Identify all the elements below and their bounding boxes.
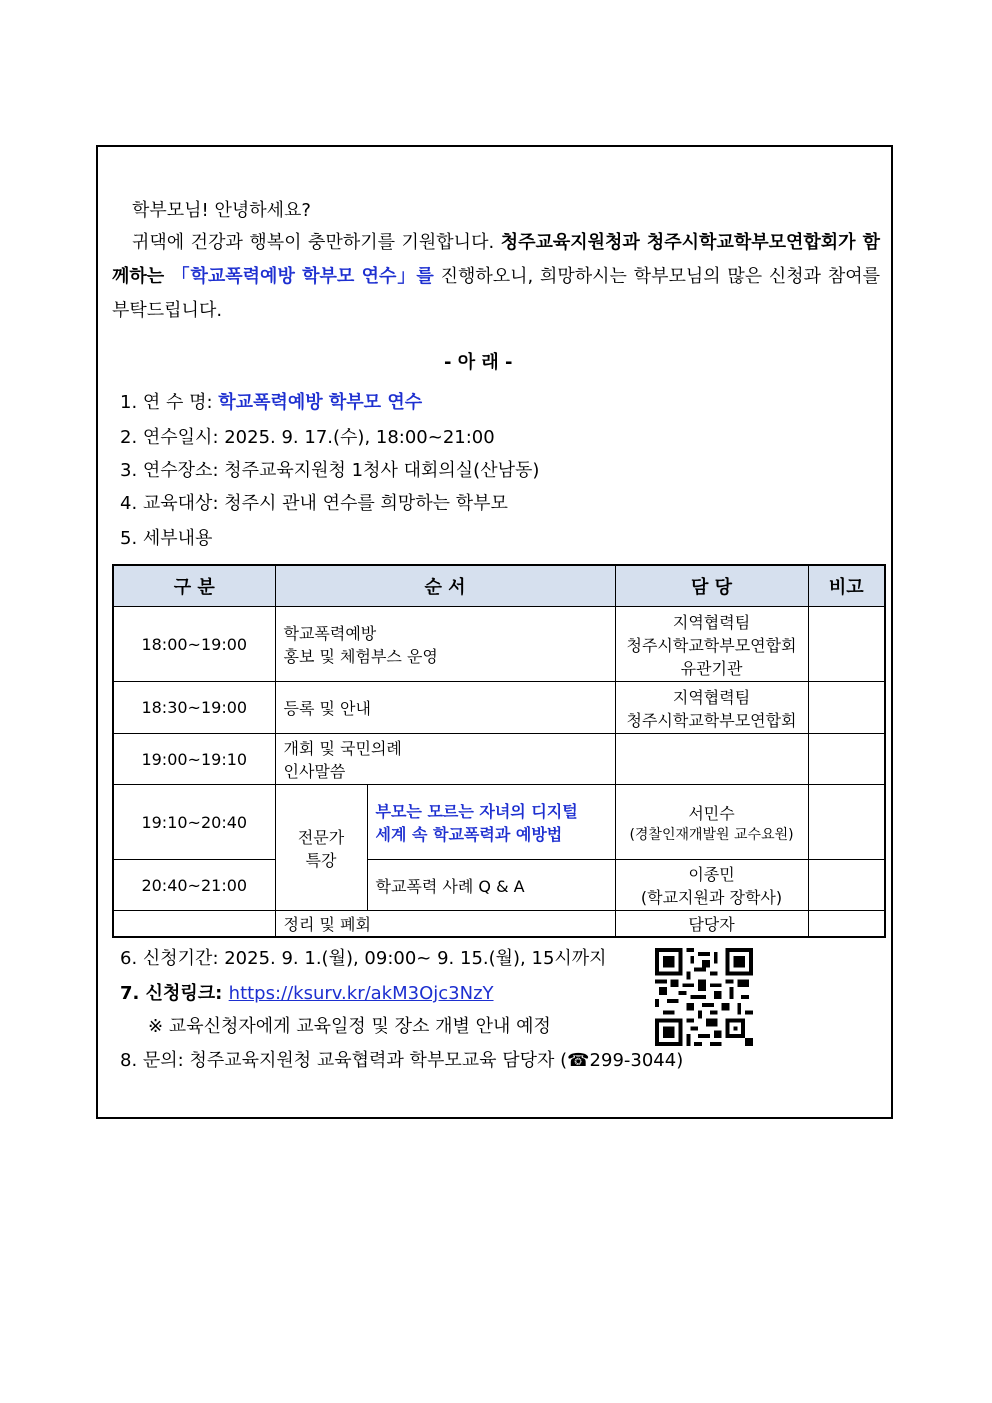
time-cell: 18:30~19:00 xyxy=(113,682,275,734)
header-responsible: 담 당 xyxy=(615,565,808,607)
intro-title: 「학교폭력예방 학부모 연수」를 xyxy=(171,266,434,287)
remarks-cell xyxy=(808,785,885,860)
item-4: 4. 교육대상: 청주시 관내 연수를 희망하는 학부모 xyxy=(120,493,508,514)
program-line: 세계 속 학교폭력과 예방법 xyxy=(375,825,563,844)
phone-icon: ☎ xyxy=(567,1050,590,1071)
item-1-label: 1. 연 수 명: xyxy=(120,392,219,413)
program-line: 정리 및 폐회 xyxy=(283,914,371,934)
item-1 xyxy=(120,394,422,412)
program-line: 학교폭력 사례 Q & A xyxy=(375,876,525,896)
time-cell: 19:10~20:40 xyxy=(113,785,275,860)
program-cell xyxy=(367,860,615,911)
table-header-row xyxy=(113,565,885,607)
header-program: 순 서 xyxy=(275,565,615,607)
item-2: 2. 연수일시: 2025. 9. 17.(수), 18:00~21:00 xyxy=(120,427,495,448)
responsible-cell xyxy=(615,734,808,785)
remarks-cell xyxy=(808,860,885,911)
item-1-value: 학교폭력예방 학부모 연수 xyxy=(218,392,423,413)
item-8 xyxy=(120,1052,683,1070)
intro-bold: 청주교육지원청과 청주시학교학부모연합회가 함께하는 xyxy=(112,232,881,287)
header-category: 구 분 xyxy=(113,565,275,607)
time-cell: 18:00~19:00 xyxy=(113,607,275,682)
remarks-cell xyxy=(808,734,885,785)
program-cell xyxy=(275,734,615,785)
registration-link[interactable]: https://ksurv.kr/akM3Ojc3NzY xyxy=(228,983,494,1004)
program-line: 인사말씀 xyxy=(283,762,346,781)
item-7-label: 7. 신청링크: xyxy=(120,983,229,1004)
responsible-line: 지역협력팀 xyxy=(672,687,751,707)
greeting: 학부모님! 안녕하세요? xyxy=(132,200,311,221)
intro-normal: 귀댁에 건강과 행복이 충만하기를 기원합니다. xyxy=(132,232,501,253)
notice-heading: - 아 래 - xyxy=(444,352,513,373)
category-line: 특강 xyxy=(305,850,337,870)
header-remarks: 비고 xyxy=(808,565,885,607)
program-line: 부모는 모르는 자녀의 디지털 xyxy=(375,802,578,821)
table-row xyxy=(113,682,885,734)
item-8-prefix: 8. 문의: 청주교육지원청 교육협력과 학부모교육 담당자 ( xyxy=(120,1050,568,1071)
table-row xyxy=(113,785,885,860)
program-line: 개회 및 국민의례 xyxy=(283,739,402,758)
responsible-line: (경찰인재개발원 교수요원) xyxy=(629,826,794,843)
responsible-line: 담당자 xyxy=(688,914,735,934)
intro-tail: 진행하오니, 희망하시는 학부모님의 많은 신청과 참여를 부탁드립니다. xyxy=(112,266,880,321)
item-5: 5. 세부내용 xyxy=(120,528,213,549)
program-cell xyxy=(275,607,615,682)
program-line: 홍보 및 체험부스 운영 xyxy=(283,647,438,666)
program-cell xyxy=(275,911,615,937)
item-6: 6. 신청기간: 2025. 9. 1.(월), 09:00~ 9. 15.(월), 15시까지 xyxy=(120,948,607,969)
item-7-note: ※ 교육신청자에게 교육일정 및 장소 개별 안내 예정 xyxy=(148,1016,551,1037)
responsible-line: 이종민 xyxy=(688,865,735,884)
program-line: 학교폭력예방 xyxy=(283,624,377,643)
table-row xyxy=(113,607,885,682)
category-cell xyxy=(275,785,367,911)
table-row xyxy=(113,911,885,937)
responsible-line: (학교지원과 장학사) xyxy=(640,888,783,907)
responsible-cell xyxy=(615,607,808,682)
qr-code-icon[interactable] xyxy=(655,948,753,1046)
responsible-cell xyxy=(615,785,808,860)
time-cell: 20:40~21:00 xyxy=(113,860,275,911)
schedule-table xyxy=(112,564,886,938)
time-cell xyxy=(113,911,275,937)
remarks-cell xyxy=(808,911,885,937)
responsible-line: 서민수 xyxy=(688,803,735,823)
responsible-cell xyxy=(615,682,808,734)
remarks-cell xyxy=(808,607,885,682)
table-row xyxy=(113,734,885,785)
category-line: 전문가 xyxy=(297,827,345,847)
item-7 xyxy=(120,985,494,1003)
responsible-cell xyxy=(615,860,808,911)
table-row xyxy=(113,860,885,911)
responsible-line: 청주시학교학부모연합회 xyxy=(626,710,797,730)
intro-paragraph xyxy=(112,226,880,328)
program-cell xyxy=(367,785,615,860)
item-3: 3. 연수장소: 청주교육지원청 1청사 대회의실(산남동) xyxy=(120,460,540,481)
program-line: 등록 및 안내 xyxy=(283,699,371,718)
responsible-line: 지역협력팀 xyxy=(672,612,751,632)
remarks-cell xyxy=(808,682,885,734)
item-8-phone: 299-3044) xyxy=(589,1050,684,1071)
program-cell xyxy=(275,682,615,734)
responsible-line: 유관기관 xyxy=(680,658,743,678)
responsible-line: 청주시학교학부모연합회 xyxy=(626,635,797,655)
responsible-cell xyxy=(615,911,808,937)
time-cell: 19:00~19:10 xyxy=(113,734,275,785)
